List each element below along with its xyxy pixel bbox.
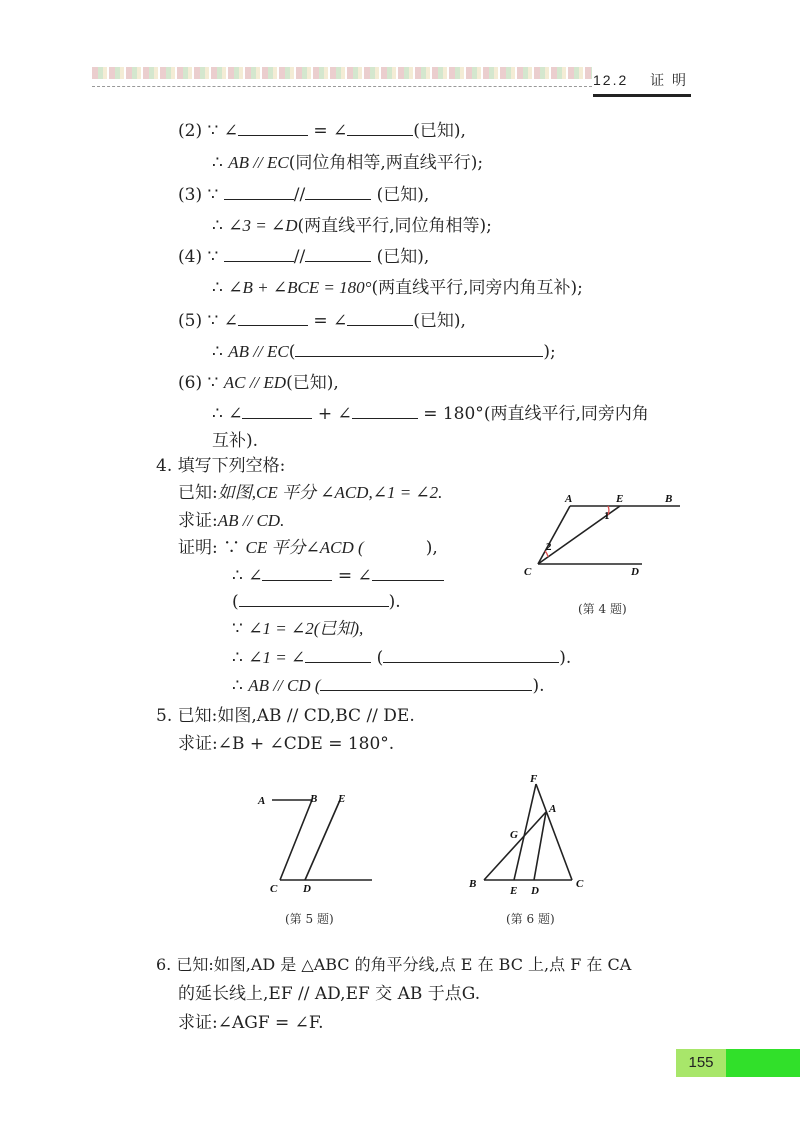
item-2-given: (2) ∵ ∠ = ∠ (已知), xyxy=(178,121,466,141)
page-number: 155 xyxy=(676,1049,726,1077)
answer-blank[interactable] xyxy=(372,565,444,581)
q4-proof-line-6: ∴ AB // CD ( ). xyxy=(232,676,545,696)
answer-blank[interactable] xyxy=(305,246,371,262)
point-f-label: F xyxy=(530,773,538,785)
angle-2-label: 2 xyxy=(546,541,552,553)
figure-4-caption: (第 4 题) xyxy=(578,602,627,616)
item-6-given: (6) ∵ AC // ED(已知), xyxy=(178,373,339,393)
answer-blank[interactable] xyxy=(262,565,332,581)
q4-proof-line-3: ( ). xyxy=(232,592,401,612)
line-ac xyxy=(538,506,570,564)
answer-blank[interactable] xyxy=(347,310,413,326)
figure-5-caption: (第 5 题) xyxy=(285,912,334,926)
angle-1-label: 1 xyxy=(604,510,610,522)
header-decoration xyxy=(92,67,592,79)
answer-blank[interactable] xyxy=(238,120,308,136)
point-e-label: E xyxy=(616,493,624,505)
section-header xyxy=(593,70,691,97)
point-e-label: E xyxy=(338,793,346,805)
q4-proof-line-2: ∴ ∠ = ∠ xyxy=(232,565,444,587)
item-5-conclusion: ∴ AB // EC( ); xyxy=(212,342,556,362)
point-d-label: D xyxy=(303,883,311,895)
item-6-continuation: 互补). xyxy=(212,431,259,451)
section-number: 12.2 xyxy=(593,72,629,88)
figure-5 xyxy=(250,786,380,896)
q6-line-1: 6. 已知:如图,AD 是 △ABC 的角平分线,点 E 在 BC 上,点 F 在 CA xyxy=(156,955,632,974)
q4-given: 已知:如图,CE 平分 ∠ACD,∠1 = ∠2. xyxy=(178,483,443,503)
figure-4 xyxy=(520,488,690,588)
segment-de xyxy=(305,800,340,880)
answer-blank[interactable] xyxy=(242,403,312,419)
point-d-label: D xyxy=(631,566,639,578)
q4-proof-line-4: ∵ ∠1 = ∠2(已知), xyxy=(232,619,364,639)
point-a-label: A xyxy=(549,803,557,815)
point-a-label: A xyxy=(565,493,573,505)
q6-line-2: 的延长线上,EF // AD,EF 交 AB 于点G. xyxy=(178,984,481,1004)
item-3-conclusion: ∴ ∠3 = ∠D(两直线平行,同位角相等); xyxy=(212,216,492,236)
item-3-given: (3) ∵ // (已知), xyxy=(178,185,430,205)
point-b-label: B xyxy=(469,878,477,890)
answer-blank[interactable] xyxy=(238,310,308,326)
answer-blank[interactable] xyxy=(305,184,371,200)
q6-line-3: 求证:∠AGF = ∠F. xyxy=(178,1013,324,1033)
figure-6 xyxy=(464,770,594,900)
segment-bc xyxy=(280,800,312,880)
answer-blank[interactable] xyxy=(305,647,371,663)
point-e-label: E xyxy=(510,885,518,897)
segment-ab xyxy=(484,812,546,880)
q5-title: 5. 已知:如图,AB // CD,BC // DE. xyxy=(156,706,415,726)
point-b-label: B xyxy=(310,793,318,805)
q5-prove: 求证:∠B + ∠CDE = 180°. xyxy=(178,734,395,754)
reason-blank[interactable] xyxy=(320,675,532,691)
answer-blank[interactable] xyxy=(347,120,413,136)
point-d-label: D xyxy=(531,885,539,897)
item-2-conclusion: ∴ AB // EC(同位角相等,两直线平行); xyxy=(212,153,484,173)
q4-proof-line-5: ∴ ∠1 = ∠ ( ). xyxy=(232,648,572,668)
page-number-bar xyxy=(726,1049,800,1077)
item-6-conclusion: ∴ ∠ + ∠ = 180°(两直线平行,同旁内角 xyxy=(212,404,649,424)
point-b-label: B xyxy=(665,493,673,505)
point-c-label: C xyxy=(270,883,278,895)
reason-blank[interactable] xyxy=(383,647,559,663)
figure-6-caption: (第 6 题) xyxy=(506,912,555,926)
header-divider xyxy=(92,86,592,87)
item-4-given: (4) ∵ // (已知), xyxy=(178,247,430,267)
answer-blank[interactable] xyxy=(224,184,294,200)
segment-cf xyxy=(536,784,572,880)
q4-proof-line-1: 证明: ∵ CE 平分∠ACD ( ), xyxy=(178,538,438,558)
item-5-given: (5) ∵ ∠ = ∠ (已知), xyxy=(178,311,466,331)
section-title: 证 明 xyxy=(650,72,689,88)
item-4-conclusion: ∴ ∠B + ∠BCE = 180°(两直线平行,同旁内角互补); xyxy=(212,278,583,298)
answer-blank[interactable] xyxy=(352,403,418,419)
q4-title: 4. 填写下列空格: xyxy=(156,456,286,476)
q4-prove: 求证:AB // CD. xyxy=(178,511,285,531)
reason-blank[interactable] xyxy=(295,341,543,357)
answer-blank[interactable] xyxy=(224,246,294,262)
reason-blank[interactable] xyxy=(239,591,389,607)
point-c-label: C xyxy=(576,878,584,890)
point-c-label: C xyxy=(524,566,532,578)
point-g-label: G xyxy=(510,829,518,841)
point-a-label: A xyxy=(258,795,266,807)
